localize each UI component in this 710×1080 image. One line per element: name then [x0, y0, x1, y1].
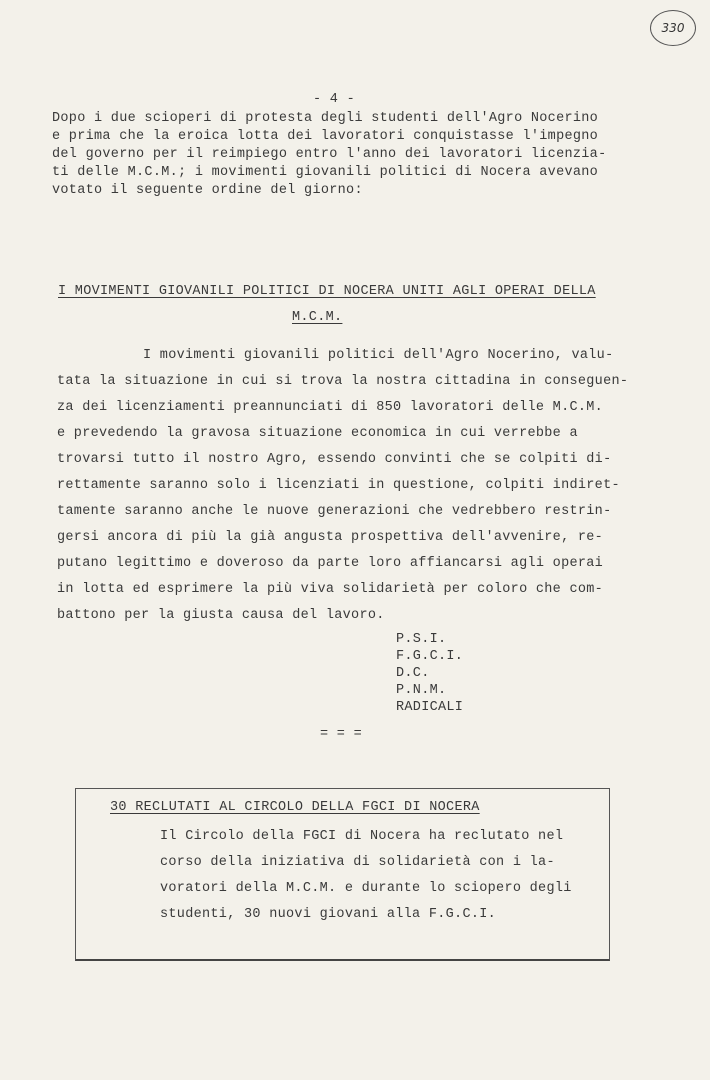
signatory: D.C.	[396, 666, 430, 681]
signatory: F.G.C.I.	[396, 649, 464, 664]
box-line: studenti, 30 nuovi giovani alla F.G.C.I.	[160, 907, 497, 922]
intro-line: Dopo i due scioperi di protesta degli studenti dell'Agro Nocerino	[52, 111, 599, 126]
box-title: 30 RECLUTATI AL CIRCOLO DELLA FGCI DI NOCERA	[110, 800, 480, 815]
heading-line: M.C.M.	[292, 310, 343, 325]
body-line: gersi ancora di più la già angusta prospettiva dell'avvenire, re-	[57, 530, 604, 545]
body-line: e prevedendo la gravosa situazione economica in cui verrebbe a	[57, 426, 578, 441]
body-line: za dei licenziamenti preannunciati di 850 lavoratori delle M.C.M.	[57, 400, 604, 415]
separator: = = =	[320, 727, 363, 742]
body-line: battono per la giusta causa del lavoro.	[57, 608, 385, 623]
intro-line: ti delle M.C.M.; i movimenti giovanili politici di Nocera avevano	[52, 165, 599, 180]
body-line: tata la situazione in cui si trova la nostra cittadina in conseguen-	[57, 374, 629, 389]
body-line: putano legittimo e doveroso da parte loro affiancarsi agli operai	[57, 556, 604, 571]
intro-line: votato il seguente ordine del giorno:	[52, 183, 363, 198]
body-line: I movimenti giovanili politici dell'Agro Nocerino, valu-	[143, 348, 614, 363]
signatory: P.S.I.	[396, 632, 447, 647]
body-line: trovarsi tutto il nostro Agro, essendo convinti che se colpiti di-	[57, 452, 612, 467]
signatory: P.N.M.	[396, 683, 447, 698]
body-line: rettamente saranno solo i licenziati in questione, colpiti indiret-	[57, 478, 620, 493]
heading-line: I MOVIMENTI GIOVANILI POLITICI DI NOCERA UNITI AGLI OPERAI DELLA	[58, 284, 596, 299]
signatory: RADICALI	[396, 700, 464, 715]
box-line: voratori della M.C.M. e durante lo sciopero degli	[160, 881, 572, 896]
intro-line: e prima che la eroica lotta dei lavoratori conquistasse l'impegno	[52, 129, 599, 144]
intro-line: del governo per il reimpiego entro l'anno dei lavoratori licenzia-	[52, 147, 607, 162]
archive-stamp	[650, 10, 696, 46]
body-line: tamente saranno anche le nuove generazioni che vedrebbero restrin-	[57, 504, 612, 519]
page-number: - 4 -	[313, 92, 356, 107]
archive-mark: 330	[661, 21, 685, 35]
body-line: in lotta ed esprimere la più viva solidarietà per coloro che com-	[57, 582, 604, 597]
box-line: corso della iniziativa di solidarietà con i la-	[160, 855, 555, 870]
box-line: Il Circolo della FGCI di Nocera ha reclutato nel	[160, 829, 564, 844]
